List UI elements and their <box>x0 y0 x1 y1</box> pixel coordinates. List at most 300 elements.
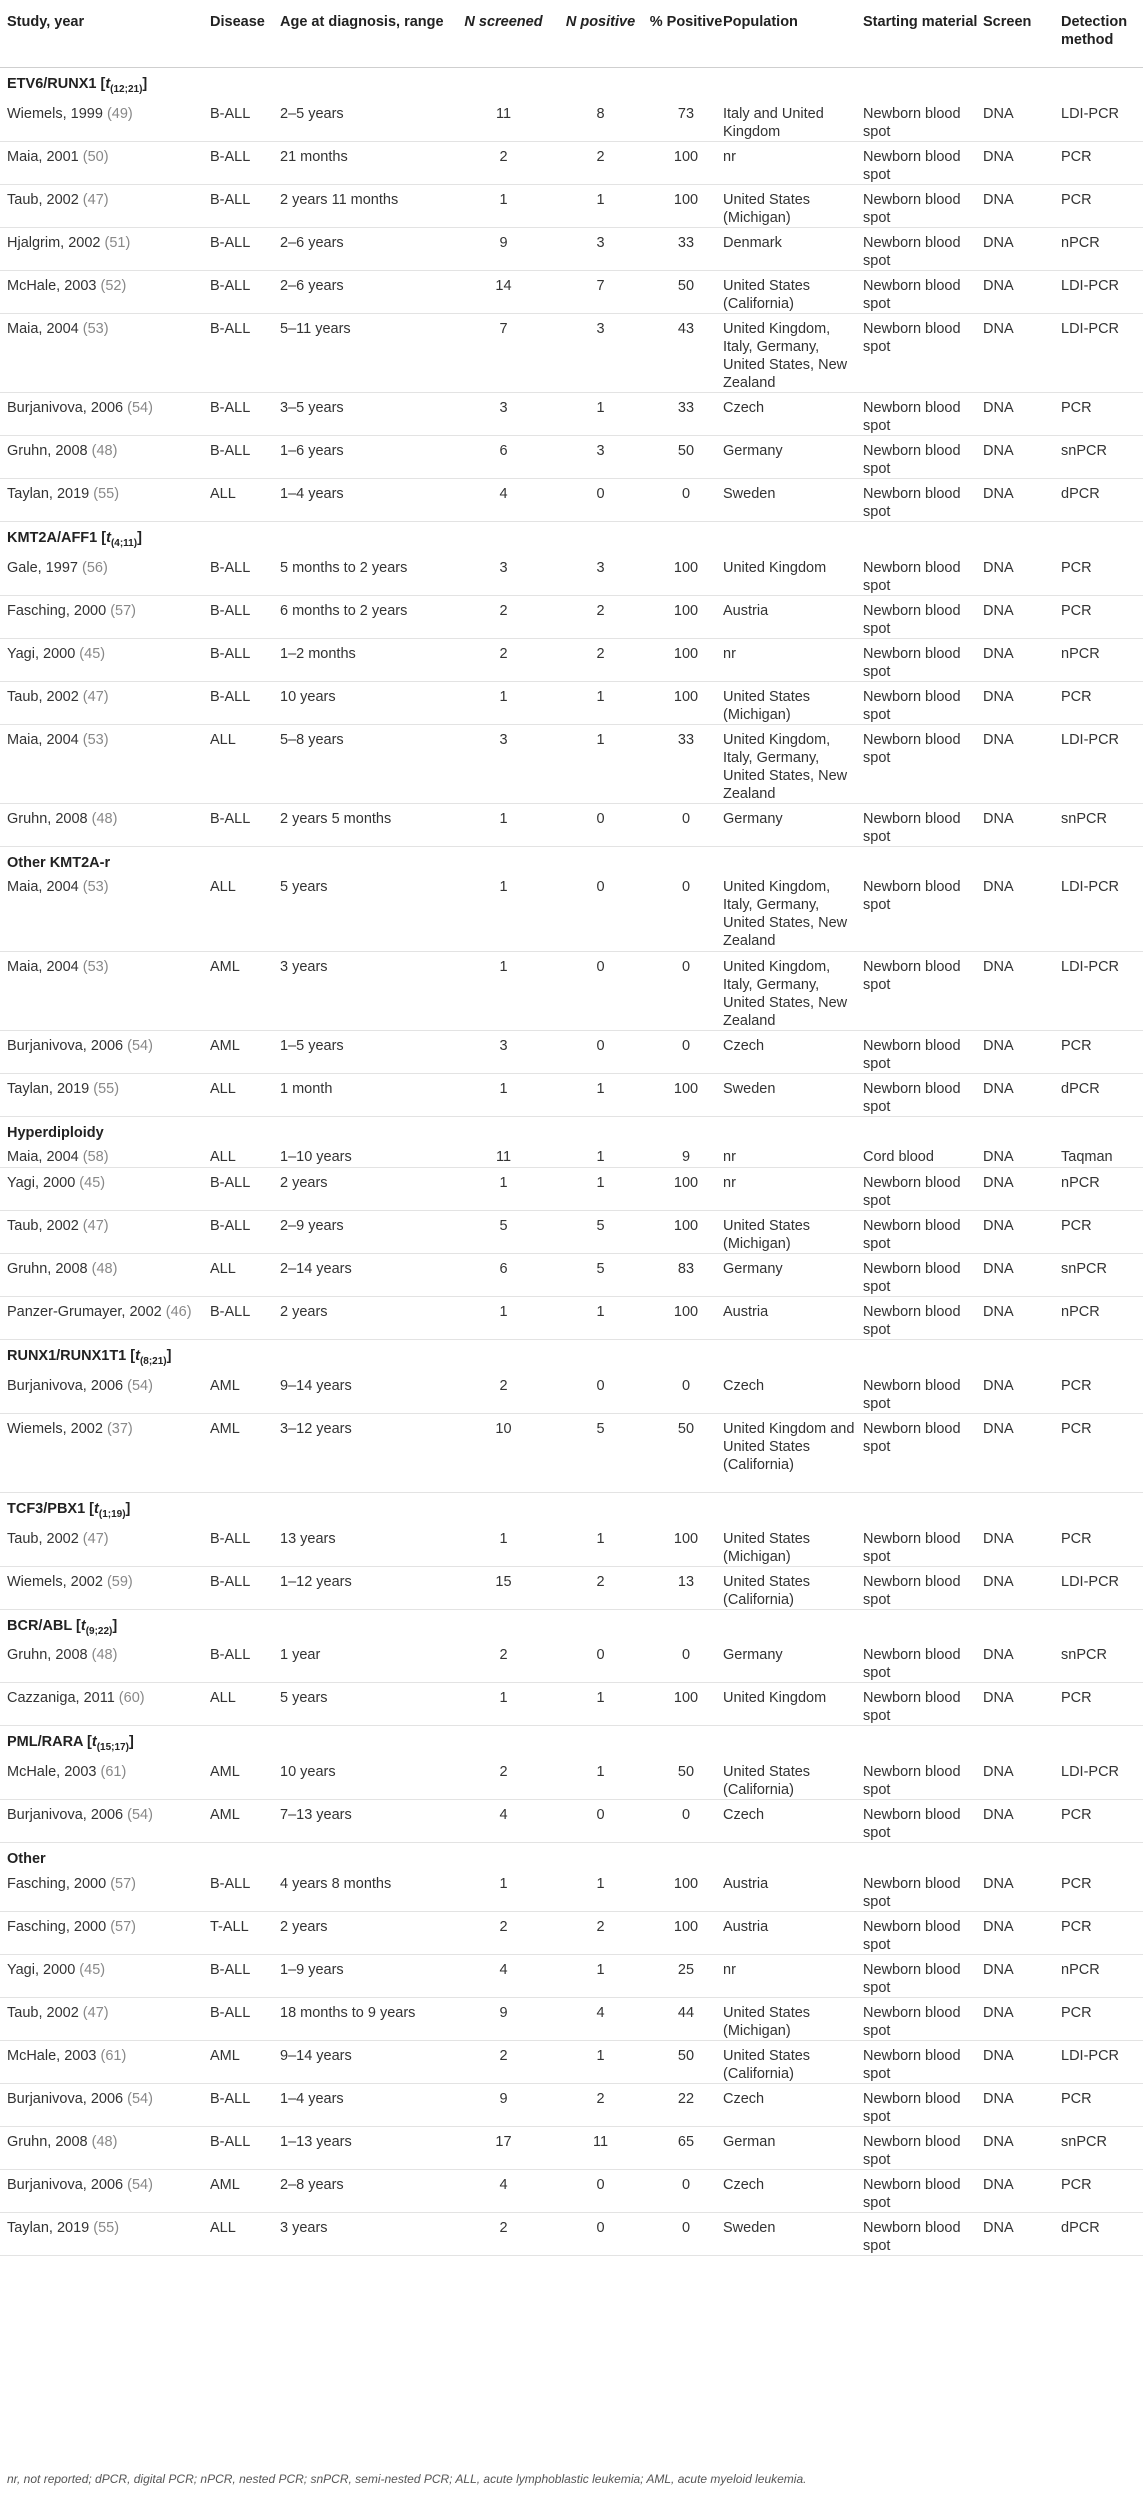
group-label: Hyperdiploidy <box>7 1124 104 1141</box>
study-reference: (58) <box>82 1149 109 1166</box>
cell-disease: B-ALL <box>210 1640 280 1683</box>
cell-screen: DNA <box>983 951 1061 1030</box>
cell-disease: ALL <box>210 1683 280 1726</box>
cell-disease: B-ALL <box>210 2083 280 2126</box>
cell-age: 2–8 years <box>280 2169 455 2212</box>
cell-age: 1 year <box>280 1640 455 1683</box>
study-reference: (47) <box>82 191 109 208</box>
study-name: Fasching, 2000 <box>7 602 107 619</box>
cell-study <box>0 1997 210 2040</box>
study-name: Maia, 2004 <box>7 958 79 975</box>
cell-age: 2 years 11 months <box>280 184 455 227</box>
study-name: Burjanivova, 2006 <box>7 2176 124 2193</box>
cell-study <box>0 2169 210 2212</box>
cell-n-positive: 0 <box>552 1640 649 1683</box>
table-row <box>0 227 1143 270</box>
cell-n-positive: 1 <box>552 392 649 435</box>
cell-n-screened: 2 <box>455 1911 552 1954</box>
cell-population: nr <box>723 1167 863 1210</box>
cell-population: nr <box>723 1954 863 1997</box>
cell-population: United Kingdom, Italy, Germany, United States, New Zealand <box>723 313 863 392</box>
cell-detection-method: PCR <box>1061 184 1143 227</box>
study-name: McHale, 2003 <box>7 2047 97 2064</box>
group-header-row <box>0 1492 1143 1523</box>
cell-n-positive: 1 <box>552 1869 649 1912</box>
group-header-row <box>0 68 1143 99</box>
cell-n-screened: 17 <box>455 2126 552 2169</box>
study-name: Maia, 2004 <box>7 879 79 896</box>
table-row <box>0 435 1143 478</box>
cell-age: 2 years <box>280 1167 455 1210</box>
cell-detection-method: PCR <box>1061 2083 1143 2126</box>
table-row <box>0 1997 1143 2040</box>
cell-study <box>0 1566 210 1609</box>
cell-screen: DNA <box>983 478 1061 521</box>
group-label: RUNX1/RUNX1T1 $[t_{(8;21)}]$ <box>7 1347 172 1367</box>
cell-pct-positive: 50 <box>649 1757 723 1800</box>
study-name: Fasching, 2000 <box>7 1918 107 1935</box>
cell-detection-method: PCR <box>1061 1800 1143 1843</box>
cell-starting-material: Newborn blood spot <box>863 553 983 596</box>
cell-starting-material: Newborn blood spot <box>863 872 983 951</box>
cell-n-screened: 3 <box>455 553 552 596</box>
cell-n-positive: 1 <box>552 681 649 724</box>
study-reference: (56) <box>81 559 108 576</box>
cell-n-screened: 10 <box>455 1413 552 1492</box>
study-reference: (45) <box>79 1174 106 1191</box>
table-row <box>0 1566 1143 1609</box>
header-population: Population <box>723 0 863 68</box>
cell-screen: DNA <box>983 1413 1061 1492</box>
cell-n-screened: 1 <box>455 681 552 724</box>
cell-starting-material: Newborn blood spot <box>863 1566 983 1609</box>
cell-disease: AML <box>210 1413 280 1492</box>
cell-pct-positive: 0 <box>649 1030 723 1073</box>
cell-disease: B-ALL <box>210 435 280 478</box>
cell-screen: DNA <box>983 2212 1061 2255</box>
table-row <box>0 99 1143 142</box>
cell-n-positive: 5 <box>552 1413 649 1492</box>
study-name: Burjanivova, 2006 <box>7 1807 124 1824</box>
cell-disease: B-ALL <box>210 313 280 392</box>
cell-pct-positive: 73 <box>649 99 723 142</box>
study-reference: (61) <box>100 1764 127 1781</box>
cell-pct-positive: 0 <box>649 1640 723 1683</box>
table-row <box>0 1800 1143 1843</box>
cell-population: Austria <box>723 595 863 638</box>
cell-detection-method: PCR <box>1061 1413 1143 1492</box>
study-name: Taub, 2002 <box>7 191 79 208</box>
cell-population: Austria <box>723 1869 863 1912</box>
cell-n-positive: 1 <box>552 1524 649 1567</box>
study-name: Wiemels, 2002 <box>7 1420 103 1437</box>
study-reference: (48) <box>91 442 118 459</box>
header-pct: % Positive <box>649 0 723 68</box>
cell-starting-material: Newborn blood spot <box>863 1413 983 1492</box>
cell-population: United States (Michigan) <box>723 681 863 724</box>
cell-study <box>0 1757 210 1800</box>
cell-n-positive: 0 <box>552 2169 649 2212</box>
study-reference: (53) <box>82 731 109 748</box>
cell-n-positive: 0 <box>552 951 649 1030</box>
cell-detection-method: nPCR <box>1061 1296 1143 1339</box>
study-reference: (54) <box>127 399 153 416</box>
cell-n-positive: 0 <box>552 872 649 951</box>
cell-detection-method: nPCR <box>1061 1954 1143 1997</box>
cell-screen: DNA <box>983 141 1061 184</box>
table-row <box>0 478 1143 521</box>
cell-starting-material: Newborn blood spot <box>863 1997 983 2040</box>
cell-detection-method: LDI-PCR <box>1061 1757 1143 1800</box>
cell-detection-method: snPCR <box>1061 1640 1143 1683</box>
cell-n-screened: 2 <box>455 2040 552 2083</box>
cell-age: 1–10 years <box>280 1142 455 1167</box>
cell-disease: B-ALL <box>210 141 280 184</box>
table-row <box>0 1683 1143 1726</box>
cell-starting-material: Newborn blood spot <box>863 2083 983 2126</box>
cell-n-positive: 4 <box>552 1997 649 2040</box>
cell-pct-positive: 50 <box>649 435 723 478</box>
cell-population: United Kingdom <box>723 553 863 596</box>
cell-starting-material: Newborn blood spot <box>863 270 983 313</box>
header-screened-label: N screened <box>464 14 543 30</box>
study-reference: (57) <box>110 602 136 619</box>
cell-age: 18 months to 9 years <box>280 1997 455 2040</box>
cell-starting-material: Newborn blood spot <box>863 2040 983 2083</box>
cell-starting-material: Newborn blood spot <box>863 638 983 681</box>
cell-detection-method: LDI-PCR <box>1061 270 1143 313</box>
cell-n-screened: 2 <box>455 141 552 184</box>
table-row <box>0 1413 1143 1492</box>
study-reference: (53) <box>82 320 109 337</box>
cell-population: Italy and United Kingdom <box>723 99 863 142</box>
study-name: Yagi, 2000 <box>7 1961 76 1978</box>
cell-detection-method: PCR <box>1061 2169 1143 2212</box>
study-reference: (54) <box>127 1377 153 1394</box>
header-method: Detection method <box>1061 0 1143 68</box>
cell-screen: DNA <box>983 313 1061 392</box>
table-row <box>0 724 1143 803</box>
cell-n-screened: 11 <box>455 99 552 142</box>
cell-age: 1–4 years <box>280 2083 455 2126</box>
study-reference: (47) <box>82 1217 109 1234</box>
table-row <box>0 1640 1143 1683</box>
cell-pct-positive: 100 <box>649 1683 723 1726</box>
cell-age: 2 years 5 months <box>280 803 455 846</box>
cell-screen: DNA <box>983 1030 1061 1073</box>
cell-age: 2 years <box>280 1296 455 1339</box>
study-name: Taub, 2002 <box>7 1217 79 1234</box>
cell-pct-positive: 33 <box>649 724 723 803</box>
cell-age: 5 years <box>280 872 455 951</box>
cell-population: United States (California) <box>723 2040 863 2083</box>
cell-n-screened: 1 <box>455 1524 552 1567</box>
cell-starting-material: Newborn blood spot <box>863 724 983 803</box>
cell-starting-material: Newborn blood spot <box>863 435 983 478</box>
cell-pct-positive: 100 <box>649 1210 723 1253</box>
study-reference: (55) <box>93 485 120 502</box>
cell-screen: DNA <box>983 99 1061 142</box>
cell-study <box>0 2083 210 2126</box>
cell-disease: B-ALL <box>210 803 280 846</box>
cell-n-positive: 1 <box>552 1142 649 1167</box>
cell-n-positive: 1 <box>552 1683 649 1726</box>
cell-study <box>0 681 210 724</box>
cell-detection-method: LDI-PCR <box>1061 1566 1143 1609</box>
study-name: Taub, 2002 <box>7 1530 79 1547</box>
cell-disease: B-ALL <box>210 1566 280 1609</box>
cell-n-screened: 4 <box>455 2169 552 2212</box>
group-label: ETV6/RUNX1 $[t_{(12;21)}]$ <box>7 76 148 95</box>
cell-population: nr <box>723 141 863 184</box>
cell-age: 3–5 years <box>280 392 455 435</box>
cell-age: 7–13 years <box>280 1800 455 1843</box>
cell-n-screened: 9 <box>455 2083 552 2126</box>
cell-n-screened: 2 <box>455 1640 552 1683</box>
cell-detection-method: LDI-PCR <box>1061 872 1143 951</box>
cell-screen: DNA <box>983 184 1061 227</box>
cell-n-positive: 2 <box>552 2083 649 2126</box>
cell-screen: DNA <box>983 553 1061 596</box>
cell-age: 1–2 months <box>280 638 455 681</box>
cell-screen: DNA <box>983 227 1061 270</box>
cell-population: United Kingdom <box>723 1683 863 1726</box>
cell-n-positive: 5 <box>552 1253 649 1296</box>
cell-age: 2–5 years <box>280 99 455 142</box>
cell-starting-material: Newborn blood spot <box>863 951 983 1030</box>
cell-detection-method: LDI-PCR <box>1061 951 1143 1030</box>
study-name: Gale, 1997 <box>7 559 78 576</box>
table-row <box>0 2212 1143 2255</box>
cell-n-screened: 9 <box>455 1997 552 2040</box>
header-screened <box>455 0 552 68</box>
study-reference: (55) <box>93 1080 120 1097</box>
study-name: Yagi, 2000 <box>7 1174 76 1191</box>
cell-screen: DNA <box>983 392 1061 435</box>
study-reference: (51) <box>104 234 131 251</box>
cell-n-screened: 1 <box>455 803 552 846</box>
cell-pct-positive: 65 <box>649 2126 723 2169</box>
cell-study <box>0 392 210 435</box>
cell-screen: DNA <box>983 2126 1061 2169</box>
cell-age: 5 months to 2 years <box>280 553 455 596</box>
cell-screen: DNA <box>983 1167 1061 1210</box>
cell-n-positive: 1 <box>552 1073 649 1116</box>
cell-study <box>0 1413 210 1492</box>
study-reference: (57) <box>110 1918 136 1935</box>
cell-n-positive: 5 <box>552 1210 649 1253</box>
cell-n-positive: 0 <box>552 478 649 521</box>
study-reference: (53) <box>82 879 109 896</box>
cell-population: German <box>723 2126 863 2169</box>
group-header-row <box>0 1609 1143 1640</box>
table-row <box>0 2040 1143 2083</box>
cell-disease: T-ALL <box>210 1911 280 1954</box>
cell-detection-method: PCR <box>1061 1869 1143 1912</box>
cell-population: Czech <box>723 2083 863 2126</box>
study-name: Taub, 2002 <box>7 2004 79 2021</box>
cell-disease: B-ALL <box>210 227 280 270</box>
header-positive <box>552 0 649 68</box>
cell-n-positive: 2 <box>552 1911 649 1954</box>
table-row <box>0 1524 1143 1567</box>
cell-n-positive: 0 <box>552 1371 649 1414</box>
table-row <box>0 1371 1143 1414</box>
cell-n-positive: 3 <box>552 313 649 392</box>
cell-n-positive: 1 <box>552 2040 649 2083</box>
study-name: McHale, 2003 <box>7 1764 97 1781</box>
header-study: Study, year <box>0 0 210 68</box>
cell-detection-method: PCR <box>1061 595 1143 638</box>
cell-screen: DNA <box>983 2083 1061 2126</box>
cell-detection-method: PCR <box>1061 1210 1143 1253</box>
cell-study <box>0 313 210 392</box>
cell-pct-positive: 100 <box>649 1524 723 1567</box>
study-name: Gruhn, 2008 <box>7 1260 88 1277</box>
cell-screen: DNA <box>983 1073 1061 1116</box>
cell-disease: B-ALL <box>210 184 280 227</box>
cell-starting-material: Newborn blood spot <box>863 478 983 521</box>
cell-population: United States (California) <box>723 1566 863 1609</box>
cell-population: Austria <box>723 1296 863 1339</box>
cell-study <box>0 1167 210 1210</box>
study-reference: (54) <box>127 2176 153 2193</box>
cell-population: Germany <box>723 1640 863 1683</box>
table-row <box>0 872 1143 951</box>
cell-screen: DNA <box>983 638 1061 681</box>
cell-study <box>0 1253 210 1296</box>
cell-n-screened: 6 <box>455 1253 552 1296</box>
cell-pct-positive: 13 <box>649 1566 723 1609</box>
cell-age: 3 years <box>280 2212 455 2255</box>
cell-detection-method: nPCR <box>1061 1167 1143 1210</box>
cell-pct-positive: 100 <box>649 1911 723 1954</box>
cell-detection-method: PCR <box>1061 141 1143 184</box>
study-name: Yagi, 2000 <box>7 645 76 662</box>
cell-age: 9–14 years <box>280 2040 455 2083</box>
cell-population: Czech <box>723 1030 863 1073</box>
cell-study <box>0 227 210 270</box>
cell-n-positive: 3 <box>552 435 649 478</box>
group-header-row <box>0 521 1143 552</box>
table-row <box>0 184 1143 227</box>
cell-age: 2–9 years <box>280 1210 455 1253</box>
cell-starting-material: Newborn blood spot <box>863 1073 983 1116</box>
header-screen: Screen <box>983 0 1061 68</box>
cell-disease: AML <box>210 1030 280 1073</box>
study-name: McHale, 2003 <box>7 277 97 294</box>
cell-screen: DNA <box>983 724 1061 803</box>
cell-screen: DNA <box>983 1296 1061 1339</box>
table-row <box>0 1296 1143 1339</box>
cell-pct-positive: 50 <box>649 1413 723 1492</box>
cell-study <box>0 595 210 638</box>
cell-study <box>0 478 210 521</box>
study-reference: (54) <box>127 2090 153 2107</box>
cell-n-positive: 3 <box>552 227 649 270</box>
cell-detection-method: PCR <box>1061 553 1143 596</box>
cell-age: 21 months <box>280 141 455 184</box>
cell-n-screened: 9 <box>455 227 552 270</box>
cell-pct-positive: 0 <box>649 2212 723 2255</box>
cell-screen: DNA <box>983 2040 1061 2083</box>
cell-detection-method: nPCR <box>1061 638 1143 681</box>
table-row <box>0 313 1143 392</box>
cell-n-screened: 1 <box>455 872 552 951</box>
cell-screen: DNA <box>983 435 1061 478</box>
cell-pct-positive: 100 <box>649 553 723 596</box>
table-row <box>0 1253 1143 1296</box>
cell-disease: AML <box>210 1757 280 1800</box>
study-reference: (49) <box>106 105 133 122</box>
cell-study <box>0 1371 210 1414</box>
table-row <box>0 553 1143 596</box>
cell-pct-positive: 0 <box>649 478 723 521</box>
cell-population: United States (California) <box>723 1757 863 1800</box>
cell-screen: DNA <box>983 1911 1061 1954</box>
group-label: Other KMT2A-r <box>7 854 111 871</box>
study-reference: (54) <box>127 1807 153 1824</box>
study-reference: (48) <box>91 1260 118 1277</box>
cell-study <box>0 435 210 478</box>
cell-study <box>0 803 210 846</box>
cell-starting-material: Newborn blood spot <box>863 1911 983 1954</box>
table-row <box>0 1911 1143 1954</box>
study-reference: (48) <box>91 2133 118 2150</box>
cell-study <box>0 1073 210 1116</box>
cell-detection-method: PCR <box>1061 1683 1143 1726</box>
cell-n-screened: 1 <box>455 1167 552 1210</box>
study-reference: (50) <box>82 148 109 165</box>
table-row <box>0 951 1143 1030</box>
cell-disease: B-ALL <box>210 1296 280 1339</box>
cell-n-screened: 3 <box>455 724 552 803</box>
cell-pct-positive: 0 <box>649 1800 723 1843</box>
cell-n-screened: 2 <box>455 1757 552 1800</box>
cell-population: Czech <box>723 1800 863 1843</box>
cell-pct-positive: 100 <box>649 1073 723 1116</box>
study-reference: (47) <box>82 1530 109 1547</box>
group-label: BCR/ABL $[t_{(9;22)}]$ <box>7 1617 118 1637</box>
cell-starting-material: Newborn blood spot <box>863 184 983 227</box>
cell-screen: DNA <box>983 1566 1061 1609</box>
cell-study <box>0 99 210 142</box>
cell-study <box>0 872 210 951</box>
table-row <box>0 595 1143 638</box>
cell-n-positive: 0 <box>552 1030 649 1073</box>
study-name: Cazzaniga, 2011 <box>7 1690 115 1707</box>
cell-study <box>0 1296 210 1339</box>
cell-n-screened: 1 <box>455 1073 552 1116</box>
cell-n-screened: 1 <box>455 1683 552 1726</box>
cell-starting-material: Newborn blood spot <box>863 99 983 142</box>
cell-detection-method: snPCR <box>1061 435 1143 478</box>
study-name: Taylan, 2019 <box>7 2219 90 2236</box>
cell-pct-positive: 100 <box>649 1296 723 1339</box>
cell-disease: B-ALL <box>210 1210 280 1253</box>
cell-age: 2–14 years <box>280 1253 455 1296</box>
cell-age: 2–6 years <box>280 270 455 313</box>
table-body <box>0 68 1143 2256</box>
cell-population: Denmark <box>723 227 863 270</box>
cell-detection-method: PCR <box>1061 1030 1143 1073</box>
cell-study <box>0 2212 210 2255</box>
study-name: Gruhn, 2008 <box>7 2133 88 2150</box>
cell-study <box>0 1030 210 1073</box>
study-name: Gruhn, 2008 <box>7 810 88 827</box>
cell-disease: AML <box>210 2169 280 2212</box>
cell-disease: B-ALL <box>210 1524 280 1567</box>
